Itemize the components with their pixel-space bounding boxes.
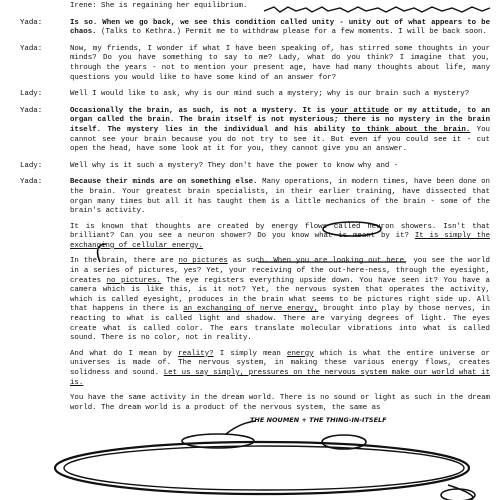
text-run: In the brain, there are bbox=[70, 257, 179, 266]
text-run: brought into play by those nerves, in reacting to what is called light and shadow. There are varying degrees of light. The eyes create what is called color. The ears translate molecular vibrations into what is called sound. There is no color, not in reality. bbox=[70, 305, 490, 343]
text-run: as such. When you are looking out here, you see the world in a series of pictures, yes? Yet, your receiving of the out-here-ness, through the eyesight, creates bbox=[70, 257, 490, 285]
speech-text bbox=[70, 19, 490, 38]
paragraph bbox=[70, 350, 490, 388]
text-run: Well I would like to ask, why is our mind such a mystery; why is our brain such a mystery? bbox=[70, 90, 470, 99]
paragraph bbox=[70, 2, 490, 12]
speech-text bbox=[70, 107, 490, 155]
dialogue-row bbox=[20, 19, 490, 38]
text-run: Because their minds are on something else. bbox=[70, 178, 258, 187]
handwritten-margin-note: THE NOUMEN + THE THING-IN-ITSELF bbox=[250, 416, 387, 424]
speech-text bbox=[70, 162, 490, 172]
dialogue-row bbox=[20, 178, 490, 413]
paragraph bbox=[70, 90, 490, 100]
text-run: Irene: She is regaining her equilibrium. bbox=[70, 2, 248, 10]
dialogue-row bbox=[20, 45, 490, 83]
underlined-phrase: It is simply the exchanging of cellular energy. bbox=[70, 232, 491, 250]
underlined-phrase: Let us say simply, pressures on the nervous system make our world what it is. bbox=[70, 369, 490, 387]
text-run: It is known that thoughts are created by energy flows called neuron showers. Isn't that brilliant? Can you see a neuron shower? Do you know what is meant by it? bbox=[70, 222, 490, 241]
paragraph bbox=[70, 19, 490, 38]
paragraph bbox=[70, 257, 490, 343]
text-run: Now, my friends, I wonder if what I have been speaking of, has stirred some thoughts in your minds? Do you have something to say to me? Lady, what do you think? I imagine that you, through the years - not to mention your present age, have had many thoughts about life, many questions you would like to have some kind of an answer for? bbox=[70, 44, 490, 82]
text-run: You cannot see your brain because you do not try to see it. But even if you could see it - cut open the head, have some look at it for you, they cannot give you an answer. bbox=[70, 125, 490, 154]
circle-energy-icon bbox=[322, 435, 366, 449]
text-run: The eye registers everything upside down. You have seen it? You have a camera which is like this, is it not? Yet, the nervous system that operates the activity, which is called eyesight, produces in the brain what seems to be pictures right side up. All that happens in there is bbox=[70, 276, 490, 314]
dialogue-row bbox=[20, 107, 490, 155]
text-run: or my attitude, to an organ called the brain. The brain itself is not mysterious; there is no mystery in the brain itself. The mystery lies in the individual and his ability bbox=[70, 106, 490, 134]
speech-text bbox=[70, 178, 490, 413]
speaker-label: Lady: bbox=[20, 90, 43, 99]
underlined-phrase: an exchanging of nerve energy, bbox=[183, 305, 319, 314]
speech-text bbox=[70, 45, 490, 83]
speaker-label: Lady: bbox=[20, 161, 43, 170]
paragraph bbox=[70, 107, 490, 155]
dialogue-row bbox=[20, 2, 490, 12]
speaker-label: Yada: bbox=[20, 18, 43, 27]
text-run: Many operations, in modern times, have been done on the brain. Your greatest brain specialists, in their earlier training, have dissected that organ many times but all it has taught them is a little mechanics of the brain - some of the brain's activity. bbox=[70, 178, 490, 216]
arrow-to-note-icon bbox=[226, 421, 256, 434]
paragraph bbox=[70, 394, 490, 413]
text-run: Well why is it such a mystery? They don't have the power to know why and - bbox=[70, 161, 399, 170]
dialogue-row bbox=[20, 90, 490, 100]
text-run: And what do I mean by bbox=[70, 349, 179, 358]
speaker-label: Yada: bbox=[20, 106, 43, 115]
underlined-phrase: no pictures bbox=[178, 257, 228, 266]
large-loop-icon bbox=[55, 442, 469, 494]
speech-text bbox=[70, 90, 490, 100]
text-run: Occasionally the brain, as such, is not a mystery. It is bbox=[70, 106, 331, 115]
underlined-phrase: no pictures. bbox=[106, 276, 161, 285]
underlined-phrase: reality? bbox=[178, 349, 214, 358]
speech-text bbox=[70, 2, 490, 12]
text-run: which is what the entire universe or universes is made of. The nervous system, in making these various energy flows, creates solidness and sound. bbox=[70, 349, 490, 377]
speaker-label: Yada: bbox=[20, 178, 43, 187]
text-run: You have the same activity in the dream world. There is no sound or light as such in the dream world. The dream world is a product of the nervous system, the same as bbox=[70, 394, 490, 412]
underlined-phrase: to think about the brain. bbox=[351, 125, 471, 134]
loop-tail-icon bbox=[448, 485, 473, 500]
text-run: Is so. When we go back, we see this condition called unity - unity out of what appears to be chaos. bbox=[70, 18, 490, 37]
paragraph bbox=[70, 223, 490, 252]
circle-same-as-icon bbox=[441, 489, 475, 500]
text-run: (Talks to Kethra.) Permit me to withdraw please for a few moments. I will be back soon. bbox=[96, 28, 487, 37]
paragraph bbox=[70, 162, 490, 172]
speaker-label bbox=[20, 2, 70, 12]
dialogue-row bbox=[20, 162, 490, 172]
inner-loop-icon bbox=[64, 446, 464, 490]
underlined-phrase: energy bbox=[287, 349, 314, 358]
speaker-label: Yada: bbox=[20, 44, 43, 53]
circle-reality-icon bbox=[182, 434, 254, 448]
paragraph bbox=[70, 45, 490, 83]
paragraph bbox=[70, 178, 490, 216]
dialogue bbox=[20, 2, 490, 420]
underlined-phrase: your attitude bbox=[330, 106, 389, 115]
text-run: I simply mean bbox=[213, 349, 288, 358]
